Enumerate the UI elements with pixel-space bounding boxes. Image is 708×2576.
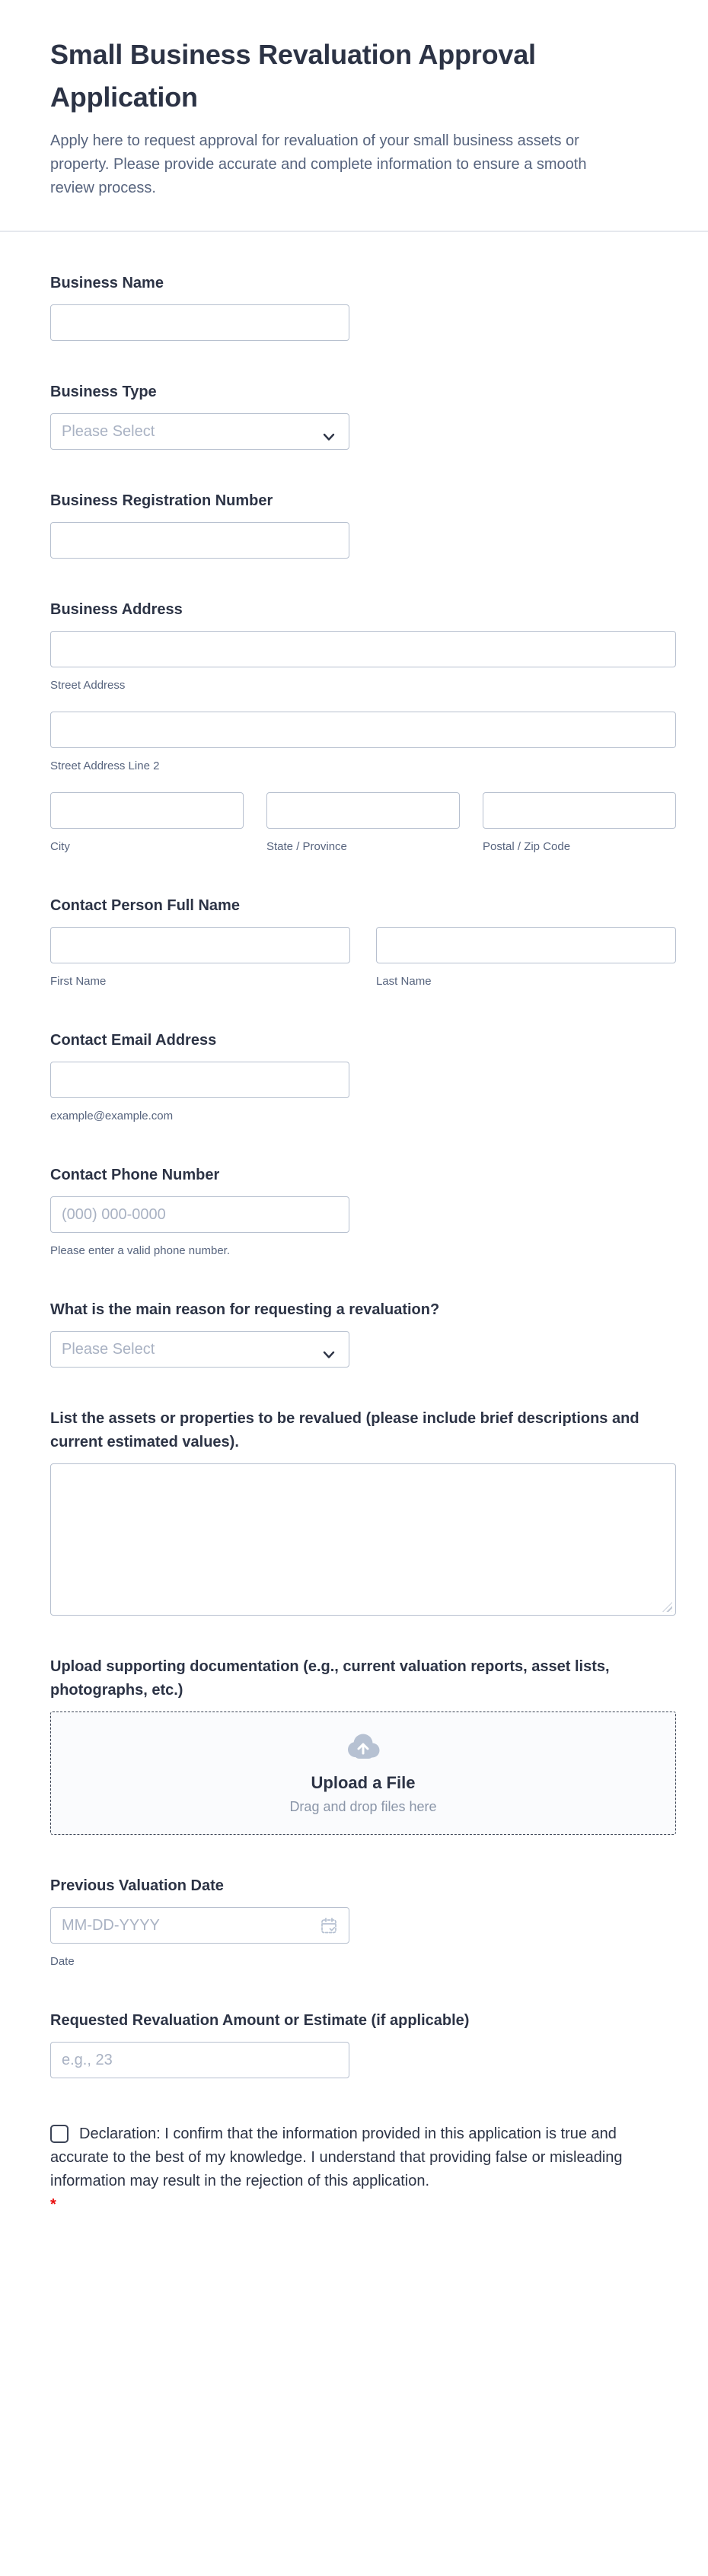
street-address-sublabel: Street Address xyxy=(50,679,126,692)
question-contact-person xyxy=(50,894,676,989)
question-contact-email xyxy=(50,1029,676,1124)
first-name-sublabel: First Name xyxy=(50,975,107,988)
date-sublabel: Date xyxy=(50,1955,75,1968)
requested-amount-input[interactable] xyxy=(50,2042,349,2078)
header-divider xyxy=(0,231,708,232)
contact-person-label: Contact Person Full Name xyxy=(50,897,240,914)
contact-phone-input[interactable] xyxy=(50,1196,349,1233)
question-upload-documentation xyxy=(50,1655,676,1835)
form-header xyxy=(0,0,708,200)
chevron-down-icon xyxy=(323,428,335,446)
state-input[interactable] xyxy=(266,792,460,829)
first-name-input[interactable] xyxy=(50,927,350,963)
revaluation-reason-label: What is the main reason for requesting a revaluation? xyxy=(50,1301,440,1318)
street-address2-sublabel: Street Address Line 2 xyxy=(50,759,160,772)
city-sublabel: City xyxy=(50,840,70,853)
required-asterisk: * xyxy=(50,2196,56,2213)
page-title: Small Business Revaluation Approval Application xyxy=(50,39,536,113)
contact-email-label: Contact Email Address xyxy=(50,1032,217,1049)
business-name-label: Business Name xyxy=(50,275,164,291)
question-previous-valuation-date xyxy=(50,1874,676,1969)
business-type-placeholder: Please Select xyxy=(62,422,155,440)
state-sublabel: State / Province xyxy=(266,840,347,853)
registration-number-input[interactable] xyxy=(50,522,349,559)
street-address2-input[interactable] xyxy=(50,712,676,748)
business-name-input[interactable] xyxy=(50,304,349,341)
date-input[interactable] xyxy=(50,1907,349,1944)
question-registration-number xyxy=(50,489,676,559)
contact-email-input[interactable] xyxy=(50,1062,349,1098)
requested-amount-label: Requested Revaluation Amount or Estimate (if applicable) xyxy=(50,2012,470,2029)
page-description: Apply here to request approval for revaluation of your small business assets or property. Please provide accurate and complete information to ensure a smooth review process. xyxy=(50,132,587,196)
postal-code-sublabel: Postal / Zip Code xyxy=(483,840,571,853)
revaluation-reason-select[interactable] xyxy=(50,1331,349,1368)
file-upload-dropzone[interactable] xyxy=(50,1711,676,1835)
question-requested-amount xyxy=(50,2009,676,2078)
city-input[interactable] xyxy=(50,792,244,829)
upload-button-text: Upload a File xyxy=(311,1772,416,1792)
chevron-down-icon xyxy=(323,1346,335,1364)
contact-phone-sublabel: Please enter a valid phone number. xyxy=(50,1244,230,1257)
business-type-label: Business Type xyxy=(50,384,157,400)
city-state-zip-row xyxy=(50,792,676,855)
postal-code-input[interactable] xyxy=(483,792,676,829)
contact-phone-label: Contact Phone Number xyxy=(50,1167,220,1183)
question-revaluation-reason xyxy=(50,1298,676,1368)
business-address-label: Business Address xyxy=(50,601,183,618)
last-name-sublabel: Last Name xyxy=(376,975,432,988)
upload-label: Upload supporting documentation (e.g., current valuation reports, asset lists, photographs, etc.) xyxy=(50,1658,610,1699)
question-declaration xyxy=(50,2122,676,2215)
declaration-checkbox[interactable] xyxy=(50,2125,69,2143)
cloud-upload-icon xyxy=(345,1734,381,1762)
business-type-select[interactable] xyxy=(50,413,349,450)
previous-valuation-date-label: Previous Valuation Date xyxy=(50,1877,224,1894)
revaluation-reason-placeholder: Please Select xyxy=(62,1340,155,1358)
street-address-input[interactable] xyxy=(50,631,676,667)
registration-number-label: Business Registration Number xyxy=(50,492,273,509)
upload-hint-text: Drag and drop files here xyxy=(289,1798,437,1814)
question-business-type xyxy=(50,381,676,450)
assets-list-textarea[interactable] xyxy=(50,1463,676,1616)
assets-list-label: List the assets or properties to be revalued (please include brief descriptions and current estimated values). xyxy=(50,1410,639,1450)
declaration-label: Declaration: I confirm that the information provided in this application is true and accurate to the best of my knowledge. I understand that providing false or misleading information may result in the rejection of this application. xyxy=(50,2125,623,2189)
last-name-input[interactable] xyxy=(376,927,676,963)
question-contact-phone xyxy=(50,1164,676,1259)
full-name-row xyxy=(50,927,676,989)
form-body xyxy=(0,272,708,2215)
contact-email-sublabel: example@example.com xyxy=(50,1110,174,1122)
question-assets-list xyxy=(50,1407,676,1616)
question-business-address xyxy=(50,598,676,855)
question-business-name xyxy=(50,272,676,341)
